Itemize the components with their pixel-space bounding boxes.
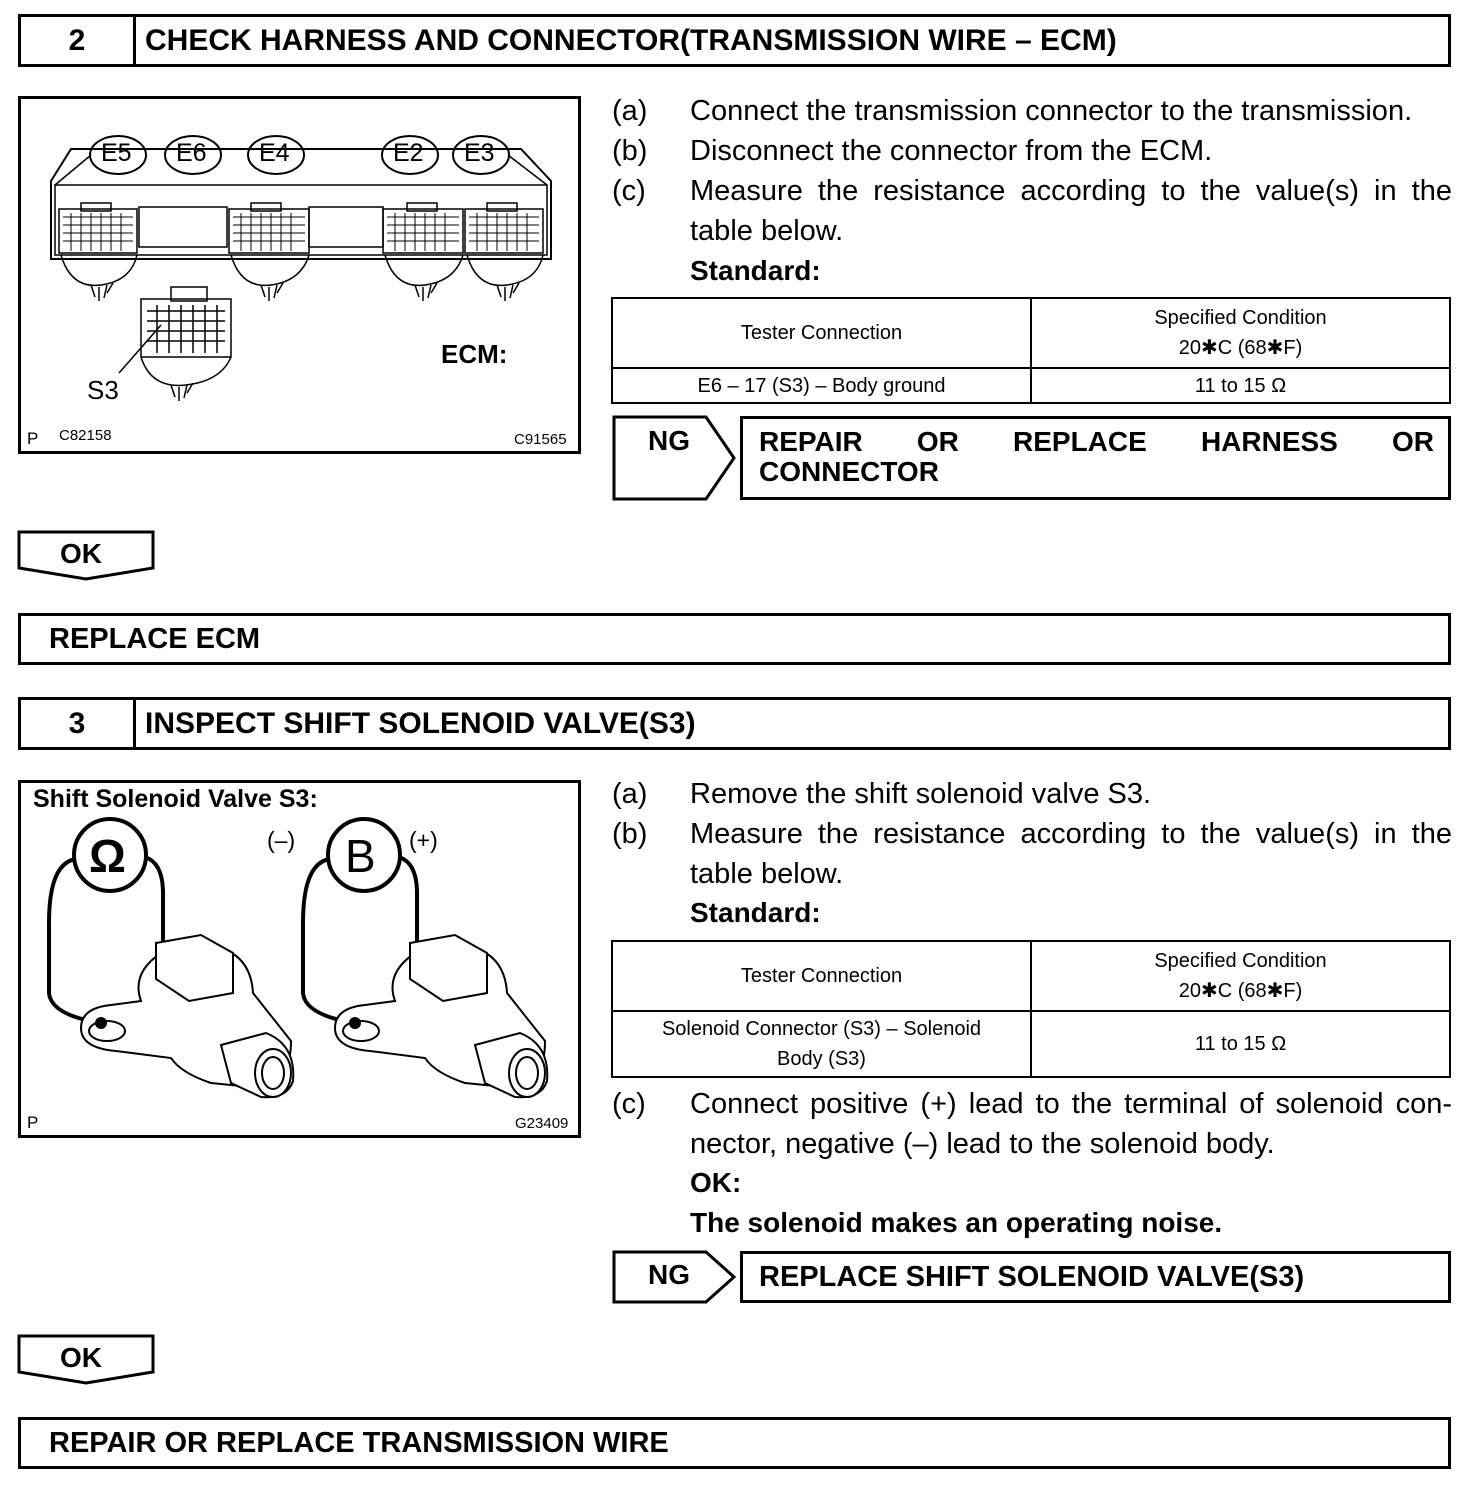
- ng-action-line-1: REPAIR OR REPLACE HARNESS OR: [759, 426, 1434, 457]
- step-text-line-2: table below.: [690, 215, 844, 247]
- cell-tester-connection: E6 – 17 (S3) – Body ground: [612, 368, 1031, 403]
- ecm-label: ECM:: [441, 339, 508, 369]
- step-text-line-1: Connect positive (+) lead to the terminal of solenoid con-: [690, 1088, 1452, 1120]
- ecm-connector-figure: [18, 96, 581, 454]
- section-title: INSPECT SHIFT SOLENOID VALVE(S3): [145, 706, 696, 740]
- ng-label-2: NG: [648, 425, 690, 456]
- ng-action-3: REPLACE SHIFT SOLENOID VALVE(S3): [740, 1251, 1451, 1303]
- step-label: (a): [612, 778, 648, 810]
- figure-code-left: C82158: [59, 427, 112, 444]
- cell-specified-condition: 11 to 15 Ω: [1031, 1011, 1450, 1077]
- ng-action-line-2: CONNECTOR: [759, 456, 939, 487]
- standard-label: Standard:: [690, 897, 821, 928]
- connector-label-e3: E3: [464, 139, 495, 167]
- result-replace-ecm: REPLACE ECM: [18, 613, 1451, 665]
- step-text-line-1: Measure the resistance according to the value(s) in the: [690, 175, 1452, 207]
- step-text-line-2: table below.: [690, 858, 844, 890]
- ng-action-2: [740, 416, 1451, 500]
- section-2-header: [18, 14, 1451, 67]
- positive-lead-label: (+): [409, 827, 438, 853]
- ohmmeter-icon: Ω: [89, 830, 126, 882]
- section-number: 2: [21, 17, 136, 64]
- ok-label-2: OK: [60, 538, 102, 569]
- section-3-header: [18, 697, 1451, 750]
- figure-corner-p: P: [27, 1113, 39, 1132]
- step-text-line-2: nector, negative (–) lead to the solenoid body.: [690, 1128, 1275, 1160]
- col-header-condition: [1031, 941, 1450, 1011]
- col-header-condition: [1031, 298, 1450, 368]
- step-text: Connect the transmission connector to the transmission.: [690, 95, 1413, 127]
- step-3b: [612, 814, 1462, 894]
- step-3c: [612, 1084, 1462, 1164]
- col-header-tester: Tester Connection: [612, 298, 1031, 368]
- section-title: CHECK HARNESS AND CONNECTOR(TRANSMISSION WIRE – ECM): [145, 23, 1117, 57]
- connector-label-e5: E5: [101, 139, 132, 167]
- step-label: (b): [612, 818, 648, 850]
- ok-label-3: OK: [60, 1342, 102, 1373]
- step-3a: [612, 774, 1462, 814]
- result-repair-transmission-wire: REPAIR OR REPLACE TRANSMISSION WIRE: [18, 1417, 1451, 1469]
- step-label: (c): [612, 1088, 646, 1120]
- step-text-line-1: Measure the resistance according to the value(s) in the: [690, 818, 1452, 850]
- ok-criterion-label: OK:: [690, 1167, 742, 1198]
- ng-label-3: NG: [648, 1259, 690, 1290]
- step-label: (a): [612, 95, 648, 127]
- table-row: [612, 1011, 1450, 1077]
- standard-label: Standard:: [690, 255, 821, 286]
- section-number: 3: [21, 700, 136, 747]
- negative-lead-label: (–): [267, 827, 296, 853]
- connector-label-e6: E6: [176, 139, 207, 167]
- battery-icon: B: [345, 830, 376, 882]
- solenoid-figure: [18, 780, 581, 1138]
- figure-code-right: C91565: [514, 431, 567, 448]
- step-2a: [612, 91, 1462, 131]
- cell-tester-connection: [612, 1011, 1031, 1077]
- table-row: [612, 368, 1450, 403]
- spec-table-3: [611, 940, 1451, 1078]
- step-text: Remove the shift solenoid valve S3.: [690, 778, 1152, 810]
- step-label: (b): [612, 135, 648, 167]
- step-label: (c): [612, 175, 646, 207]
- col-header-tester: Tester Connection: [612, 941, 1031, 1011]
- s3-terminal-label: S3: [87, 375, 119, 405]
- spec-table-2: [611, 297, 1451, 404]
- condition-header-line-2: 20✱C (68✱F): [1178, 980, 1303, 1002]
- connector-label-e4: E4: [259, 139, 290, 167]
- cell-specified-condition: 11 to 15 Ω: [1031, 368, 1450, 403]
- ok-criterion: The solenoid makes an operating noise.: [690, 1207, 1223, 1238]
- step-2c: [612, 171, 1462, 251]
- condition-header-line-1: Specified Condition: [1154, 307, 1327, 329]
- step-text: Disconnect the connector from the ECM.: [690, 135, 1213, 167]
- condition-header-line-2: 20✱C (68✱F): [1178, 337, 1303, 359]
- figure-code: G23409: [515, 1115, 569, 1132]
- condition-header-line-1: Specified Condition: [1154, 950, 1327, 972]
- tester-connection-line-2: Body (S3): [777, 1048, 866, 1070]
- solenoid-figure-title: Shift Solenoid Valve S3:: [33, 785, 318, 813]
- step-2b: [612, 131, 1462, 171]
- figure-corner-p: P: [27, 429, 39, 448]
- tester-connection-line-1: Solenoid Connector (S3) – Solenoid: [661, 1018, 982, 1040]
- connector-label-e2: E2: [393, 139, 424, 167]
